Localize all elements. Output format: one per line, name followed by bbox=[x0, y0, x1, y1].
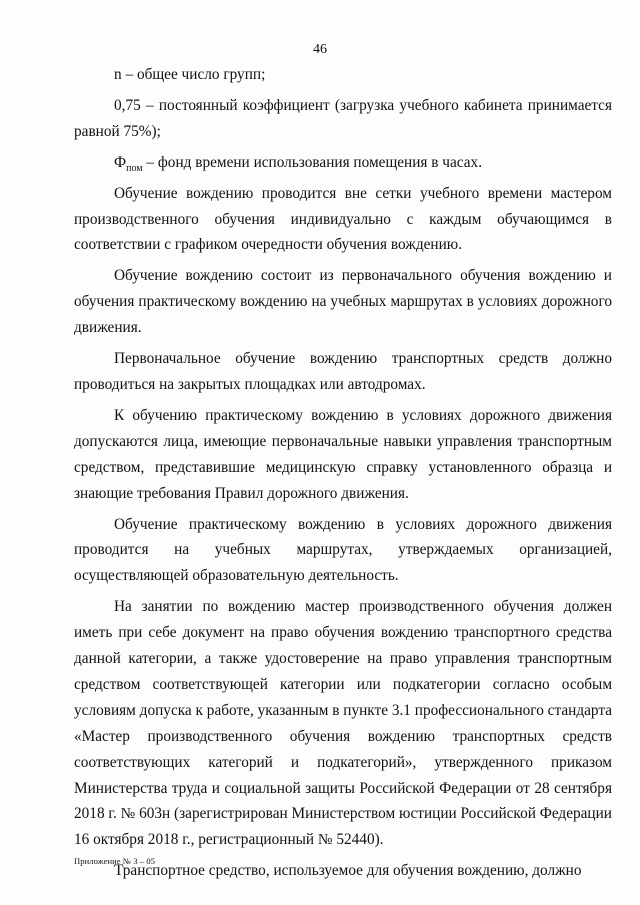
paragraph-vehicle: Транспортное средство, используемое для обучения вождению, должно bbox=[114, 862, 582, 880]
paragraph-instructor-documents: На занятии по вождению мастер производственного обучения должен иметь при себе документ на право обучения вождению транспортного средства данной категории, а также удостоверение на право управления транспортным средством соответствующей категории или подкатегории согласно особым условиям допуска к работе, указанным в пункте 3.1 профессионального стандарта «Мастер производственного обучения вождению транспортных средств соответствующих категорий и подкатегорий», утвержденного приказом Министерства труда и социальной защиты Российской Федерации от 28 сентября 2018 г. № 603н (зарегистрирован Министерством юстиции Российской Федерации 16 октября 2018 г., регистрационный № 52440). bbox=[74, 598, 612, 849]
paragraph-initial-training: Первоначальное обучение вождению транспортных средств должно проводиться на закрытых площадках или автодромах. bbox=[74, 350, 612, 393]
formula-subscript: пом bbox=[126, 162, 143, 174]
paragraph-coefficient: 0,75 – постоянный коэффициент (загрузка учебного кабинета принимается равной 75%); bbox=[74, 96, 612, 140]
paragraph-driving-schedule: Обучение вождению проводится вне сетки учебного времени мастером производственного обучения индивидуально с каждым обучающимся в соответствии с графиком очередности обучения вождению. bbox=[74, 184, 612, 254]
paragraph-driving-structure: Обучение вождению состоит из первоначального обучения вождению и обучения практическому вождению на учебных маршрутах в условиях дорожного движения. bbox=[74, 267, 612, 337]
paragraph-time-fund bbox=[74, 150, 612, 176]
appendix-footer: Приложение № 3 – 05 bbox=[74, 856, 156, 866]
body-text bbox=[74, 62, 612, 884]
formula-description: – фонд времени использования помещения в часах. bbox=[142, 153, 483, 171]
page-number: 46 bbox=[313, 42, 327, 57]
paragraph-admission: К обучению практическому вождению в условиях дорожного движения допускаются лица, имеющие первоначальные навыки управления транспортным средством, представившие медицинскую справку установленного образца и знающие требования Правил дорожного движения. bbox=[74, 406, 612, 502]
formula-symbol: Ф bbox=[114, 153, 127, 171]
paragraph-groups-count: n – общее число групп; bbox=[114, 66, 266, 83]
paragraph-routes: Обучение практическому вождению в условиях дорожного движения проводится на учебных маршрутах, утверждаемых организацией, осуществляющей образовательную деятельность. bbox=[74, 515, 612, 585]
